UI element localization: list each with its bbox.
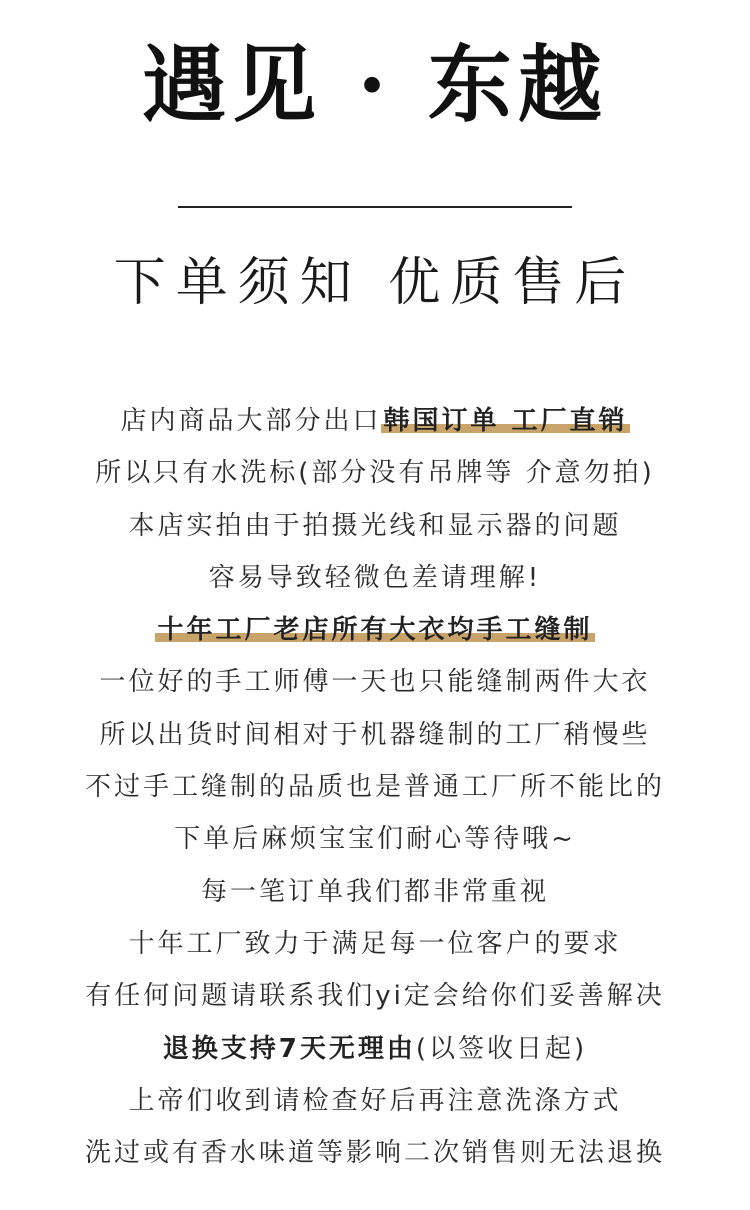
brand-title: 遇见 · 东越	[142, 35, 608, 134]
return-policy-bold: 退换支持7天无理由	[162, 1033, 416, 1064]
notice-line-4: 容易导致轻微色差请理解!	[208, 562, 542, 593]
notice-line-1-text: 店内商品大部分出口	[120, 406, 382, 436]
notice-line-13	[0, 1023, 750, 1075]
notice-line-14: 上帝们收到请检查好后再注意洗涤方式	[128, 1085, 622, 1116]
notice-line-7: 所以出货时间相对于机器缝制的工厂稍慢些	[99, 719, 651, 750]
title-divider	[178, 206, 572, 208]
highlight-handmade: 十年工厂老店所有大衣均手工缝制	[157, 615, 593, 646]
notice-line-11: 十年工厂致力于满足每一位客户的要求	[128, 928, 622, 959]
page-subtitle: 下单须知 优质售后	[113, 253, 637, 313]
notice-text-block	[0, 395, 750, 1179]
notice-line-8: 不过手工缝制的品质也是普通工厂所不能比的	[84, 772, 665, 803]
notice-line-5	[0, 604, 750, 656]
return-policy-note: (以签收日起)	[415, 1033, 588, 1064]
notice-line-1	[0, 395, 750, 447]
notice-line-6: 一位好的手工师傅一天也只能缝制两件大衣	[99, 667, 651, 698]
highlight-korea-order: 韩国订单 工厂直销	[383, 406, 628, 436]
notice-line-3: 本店实拍由于拍摄光线和显示器的问题	[128, 510, 622, 541]
notice-line-12: 有任何问题请联系我们yi定会给你们妥善解决	[85, 981, 665, 1012]
notice-line-9: 下单后麻烦宝宝们耐心等待哦~	[174, 824, 576, 855]
notice-line-15: 洗过或有香水味道等影响二次销售则无法退换	[84, 1138, 665, 1169]
notice-line-2: 所以只有水洗标(部分没有吊牌等 介意勿拍)	[95, 458, 655, 489]
notice-line-10: 每一笔订单我们都非常重视	[200, 876, 549, 907]
